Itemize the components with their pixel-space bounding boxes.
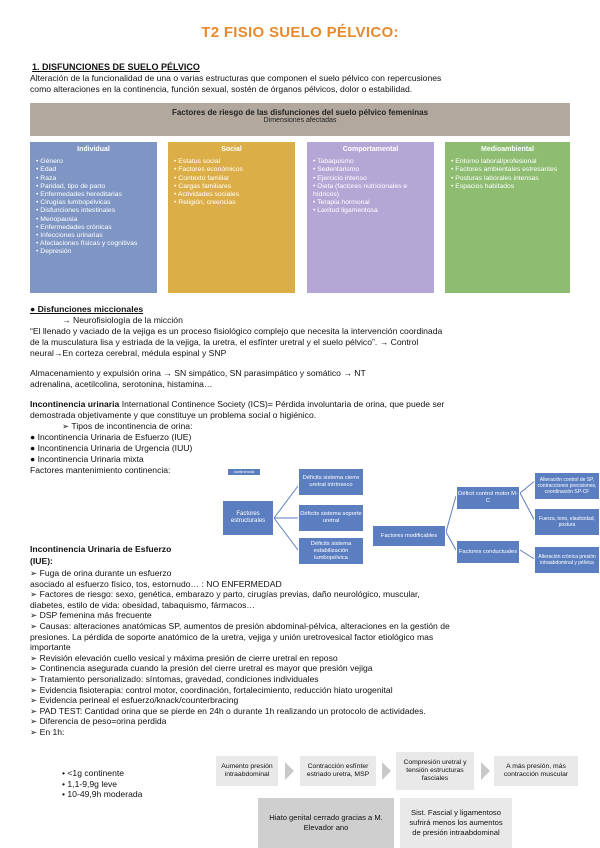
iue-line: ➢ Factores de riesgo: sexo, genética, embarazo y parto, cirugías previas, daño neurológico, muscular,	[30, 589, 420, 600]
iue-line: ➢ Revisión elevación cuello vesical y máxima presión de cierre uretral en reposo	[30, 652, 338, 663]
iue-line: ➢ DSP femenina más frecuente	[30, 610, 152, 621]
micc-arrow-line: → Neurofisiología de la micción	[62, 315, 183, 325]
risk-item: • Posturas laborales intensas	[451, 175, 564, 183]
risk-item: • Género	[36, 158, 151, 166]
column-header: Social	[221, 146, 242, 153]
right-box: Alteración control de SP, contracciones precisiones, coordinación SP-CF	[534, 472, 600, 500]
factors-line: Factores mantenimiento continencia:	[30, 465, 171, 475]
flow-bottom-box: Hiato genital cerrado gracias a M. Elevador ano	[258, 798, 394, 848]
type-1: ● Incontinencia Urinaria de Esfuerzo (IUE)	[30, 432, 192, 442]
flow-step: Aumento presión intraabdominal	[216, 756, 278, 786]
type-3: ● Incontinencia Urinaria mixta	[30, 454, 144, 464]
iue-line: ➢ Diferencia de peso=orina perdida	[30, 716, 167, 727]
risk-item: • Tabaquismo	[313, 158, 428, 166]
diagram-label: continencia	[228, 469, 260, 475]
risk-column-social	[168, 142, 295, 293]
risk-item: • Enfermedades hereditarias	[36, 191, 151, 199]
column-header: Medioambiental	[481, 146, 534, 153]
types-heading: ➢ Tipos de incontinencia de orina:	[62, 421, 193, 431]
page-title: T2 FISIO SUELO PÉLVICO:	[201, 24, 399, 41]
risk-item: • Cirugías lumbopélvicas	[36, 199, 151, 207]
risk-column-individual	[30, 142, 157, 293]
iue-line: importante	[30, 642, 71, 653]
flow-step: Compresión uretral y tensión estructuras fasciales	[396, 752, 474, 790]
incont-def-2: demostrada objetivamente y que constituye un problema social o higiénico.	[30, 410, 317, 420]
column-header: Individual	[77, 146, 110, 153]
deficit-box: Déficits sistema estabilización lumbopélvica	[298, 537, 364, 565]
pad-test-level: • 1,1-9,9g leve	[62, 778, 118, 789]
risk-item: • Disfunciones intestinales	[36, 207, 151, 215]
iue-line: diabetes, estilo de vida: obesidad, tabaquismo, fármacos…	[30, 599, 255, 610]
iue-line: asociado al esfuerzo físico, tos, estornudo… : NO ENFERMEDAD	[30, 578, 282, 589]
risk-item: • Factores ambientales estresantes	[451, 166, 564, 174]
quote-line-3: neural→En corteza cerebral, médula espinal y SNP	[30, 348, 227, 358]
iue-line: ➢ Causas: alteraciones anatómicas SP, aumentos de presión abdominal-pélvica, alteraciones en la gestión de	[30, 620, 450, 631]
iue-line: ➢ Fuga de orina durante un esfuerzo	[30, 568, 172, 578]
flow-step: A más presión, más contracción muscular	[494, 756, 578, 786]
type-2: ● Incontinencia Urinaria de Urgencia (IUU)	[30, 443, 193, 453]
deficit-box: Déficits sistema cierre uretral intrínseco	[298, 468, 364, 496]
risk-item: • Sedentarismo	[313, 166, 428, 174]
type-1-text: Incontinencia Urinaria de Esfuerzo (IUE)	[37, 432, 192, 442]
flow-step: Contracción esfínter estriado uretra, MSP	[300, 756, 376, 786]
risk-item: • Entorno laboral/profesional	[451, 158, 564, 166]
risk-column-medioambiental	[445, 142, 570, 293]
pad-test-level: • <1g continente	[62, 768, 125, 778]
flow-arrow	[481, 762, 490, 780]
risk-item: • Estatus social	[174, 158, 289, 166]
iue-line: ➢ Evidencia fisioterapia: control motor, coordinación, fortalecimiento, reducción hiato urogenital	[30, 684, 393, 695]
risk-item: • Raza	[36, 175, 151, 183]
incont-def-1	[30, 399, 570, 410]
storage-line-1: Almacenamiento y expulsión orina → SN simpático, SN parasimpático y somático → NT	[30, 368, 366, 378]
risk-item: • Factores económicos	[174, 166, 289, 174]
iue-line: ➢ Tratamiento personalizado: síntomas, gravedad, condiciones individuales	[30, 673, 319, 684]
risk-item: • Menopausia	[36, 216, 151, 224]
structural-factors-box: Factores estructurales	[222, 500, 274, 536]
incont-def-text: International Continence Society (ICS)= Pérdida involuntaria de orina, que puede ser	[119, 399, 445, 409]
risk-item: • Edad	[36, 166, 151, 174]
storage-line-2: adrenalina, acetilcolina, serotonina, histamina…	[30, 379, 213, 389]
iue-line: ➢ En 1h:	[30, 726, 65, 737]
type-2-text: Incontinencia Urinaria de Urgencia (IUU)	[37, 443, 193, 453]
iue-heading-1: Incontinencia Urinaria de Esfuerzo	[30, 544, 172, 554]
iue-heading-2: (IUE):	[30, 556, 53, 566]
risk-item: • Contexto familiar	[174, 175, 289, 183]
deficit-box: Déficits sistema soporte uretral	[298, 504, 364, 532]
iue-line: ➢ Evidencia perineal el esfuerzo/knack/counterbracing	[30, 695, 239, 706]
flow-arrow	[285, 762, 294, 780]
risk-item: • Paridad, tipo de parto	[36, 183, 151, 191]
risk-item: • Ejercicio intenso	[313, 175, 428, 183]
pad-test-level: • 10-49,9h moderada	[62, 789, 143, 800]
risk-item: • Actividades sociales	[174, 191, 289, 199]
iue-line: presiones. La pérdida de soporte anatómico de la uretra, vejiga y unión uretrovesical factor etiológico mas	[30, 631, 434, 642]
risk-table-subtitle: Dimensiones afectadas	[263, 117, 337, 124]
right-box: Fuerza, tono, elasticidad, postura	[534, 508, 600, 536]
risk-table-header	[30, 103, 570, 136]
quote-line-1: “El llenado y vaciado de la vejiga es un proceso fisiológico complejo que necesita la intervención coordinada	[30, 326, 443, 336]
risk-item: • Enfermedades crónicas	[36, 224, 151, 232]
risk-item: • Afectaciones físicas y cognitivas	[36, 240, 151, 248]
iue-line: ➢ PAD TEST: Cantidad orina que se pierde en 24h o durante 1h realizando un protocolo de actividades.	[30, 705, 426, 716]
iue-line: ➢ Continencia asegurada cuando la presión del cierre uretral es mayor que presión vejiga	[30, 663, 373, 674]
pad-test-levels	[62, 768, 142, 800]
risk-item: • Religión, creencias	[174, 199, 289, 207]
intro-line-1: Alteración de la funcionalidad de una o varias estructuras que componen el suelo pélvico con repercusiones	[30, 73, 442, 83]
iue-lines	[30, 568, 575, 738]
micc-heading: ● Disfunciones miccionales	[30, 304, 144, 314]
risk-item: • Infecciones urinarias	[36, 232, 151, 240]
right-box: Alteración crónica presión intraabdominal y pélvica	[534, 546, 600, 574]
modifiable-factors-box: Factores modificables	[372, 525, 446, 547]
risk-item: • Laxitud ligamentosa	[313, 207, 428, 215]
flow-arrow	[382, 762, 391, 780]
quote-line-2: de la musculatura lisa y estriada de la vejiga, la uretra, el esfínter uretral y el suelo pélvico”. → Control	[30, 337, 419, 347]
risk-column-comportamental	[307, 142, 434, 293]
incont-bold: Incontinencia urinaria	[30, 399, 120, 409]
type-3-text: Incontinencia Urinaria mixta	[37, 454, 144, 464]
flow-bottom-box: Sist. Fascial y ligamentoso sufrirá menos los aumentos de presión intraabdominal	[400, 798, 512, 848]
risk-item: • Dieta (factores nutricionales e hídricos)	[313, 183, 428, 199]
column-header: Comportamental	[342, 146, 399, 153]
micc-heading-text: Disfunciones miccionales	[37, 304, 144, 314]
risk-item: • Espacios habitados	[451, 183, 564, 191]
section-heading: 1. DISFUNCIONES DE SUELO PÉLVICO	[32, 62, 200, 72]
risk-item: • Terapia hormonal	[313, 199, 428, 207]
risk-table-title: Factores de riesgo de las disfunciones del suelo pélvico femeninas	[171, 108, 429, 117]
motor-control-box: Déficit control motor M-C	[456, 486, 520, 510]
risk-item: • Cargas familiares	[174, 183, 289, 191]
behavioral-factors-box: Factores conductuales	[456, 540, 520, 564]
intro-line-2: como alteraciones en la continencia, función sexual, sostén de órganos pélvicos, dolor o estabilidad.	[30, 84, 413, 94]
risk-item: • Depresión	[36, 248, 151, 256]
